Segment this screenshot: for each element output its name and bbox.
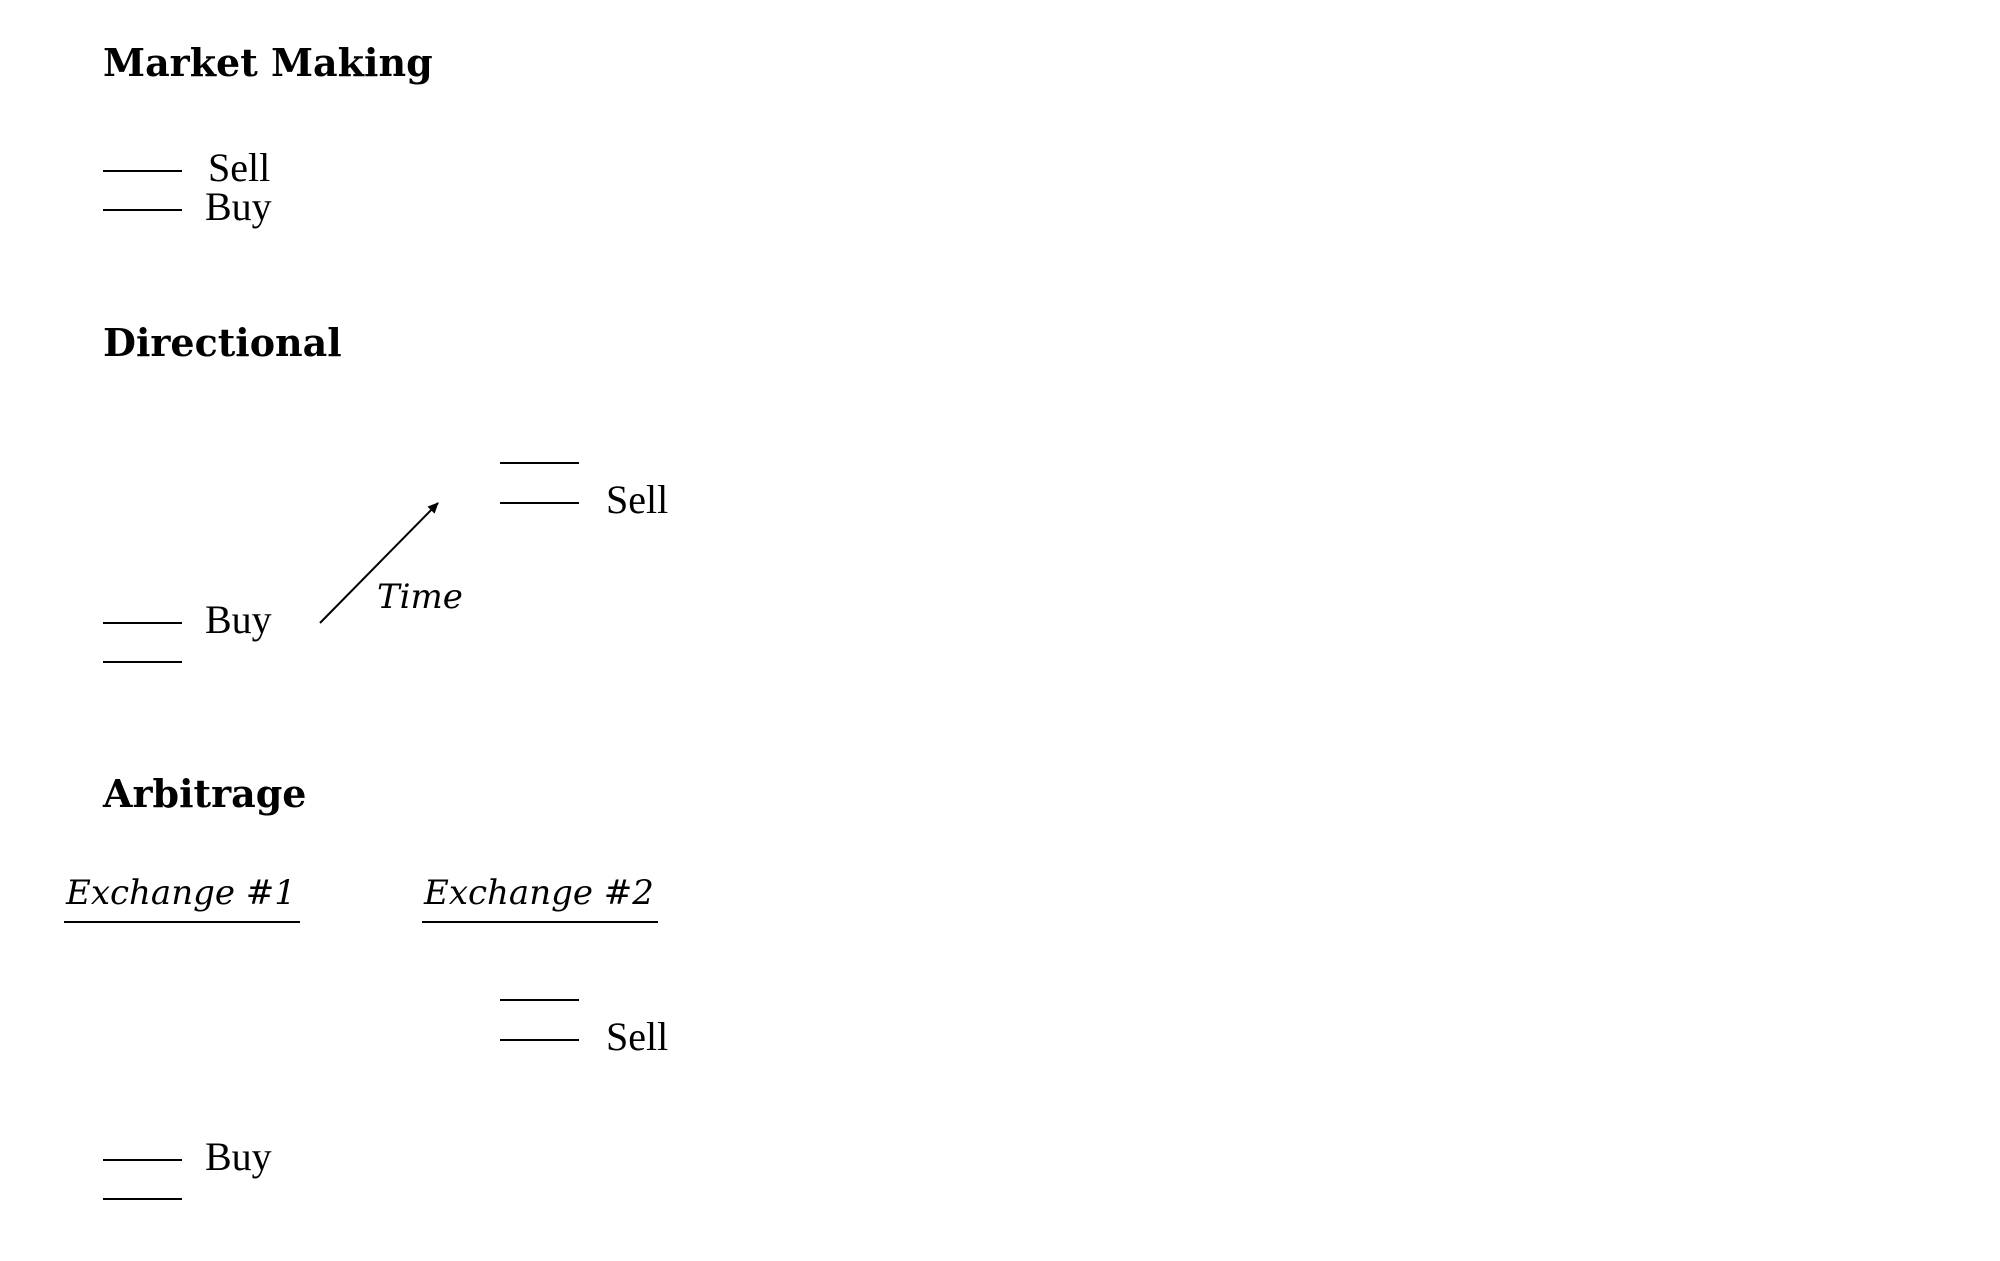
arbitrage-buy-level xyxy=(103,1159,182,1161)
market-making-buy-label: Buy xyxy=(205,184,272,229)
directional-buy-label: Buy xyxy=(205,597,272,642)
arbitrage-lower-level xyxy=(103,1198,182,1200)
market-making-title: Market Making xyxy=(103,40,433,85)
time-label: Time xyxy=(377,577,463,617)
exchange-1-underline xyxy=(64,921,300,923)
arbitrage-sell-label: Sell xyxy=(606,1014,669,1059)
arbitrage-buy-label: Buy xyxy=(205,1134,272,1179)
exchange-2-underline xyxy=(422,921,658,923)
exchange-1-label: Exchange #1 xyxy=(66,873,296,913)
arbitrage-title: Arbitrage xyxy=(103,771,307,816)
directional-title: Directional xyxy=(103,320,342,365)
market-making-sell-label: Sell xyxy=(208,145,271,190)
arbitrage-sell-level xyxy=(500,1039,579,1041)
arbitrage-upper-level xyxy=(500,999,579,1001)
exchange-2-label: Exchange #2 xyxy=(424,873,654,913)
directional-sell-label: Sell xyxy=(606,477,669,522)
